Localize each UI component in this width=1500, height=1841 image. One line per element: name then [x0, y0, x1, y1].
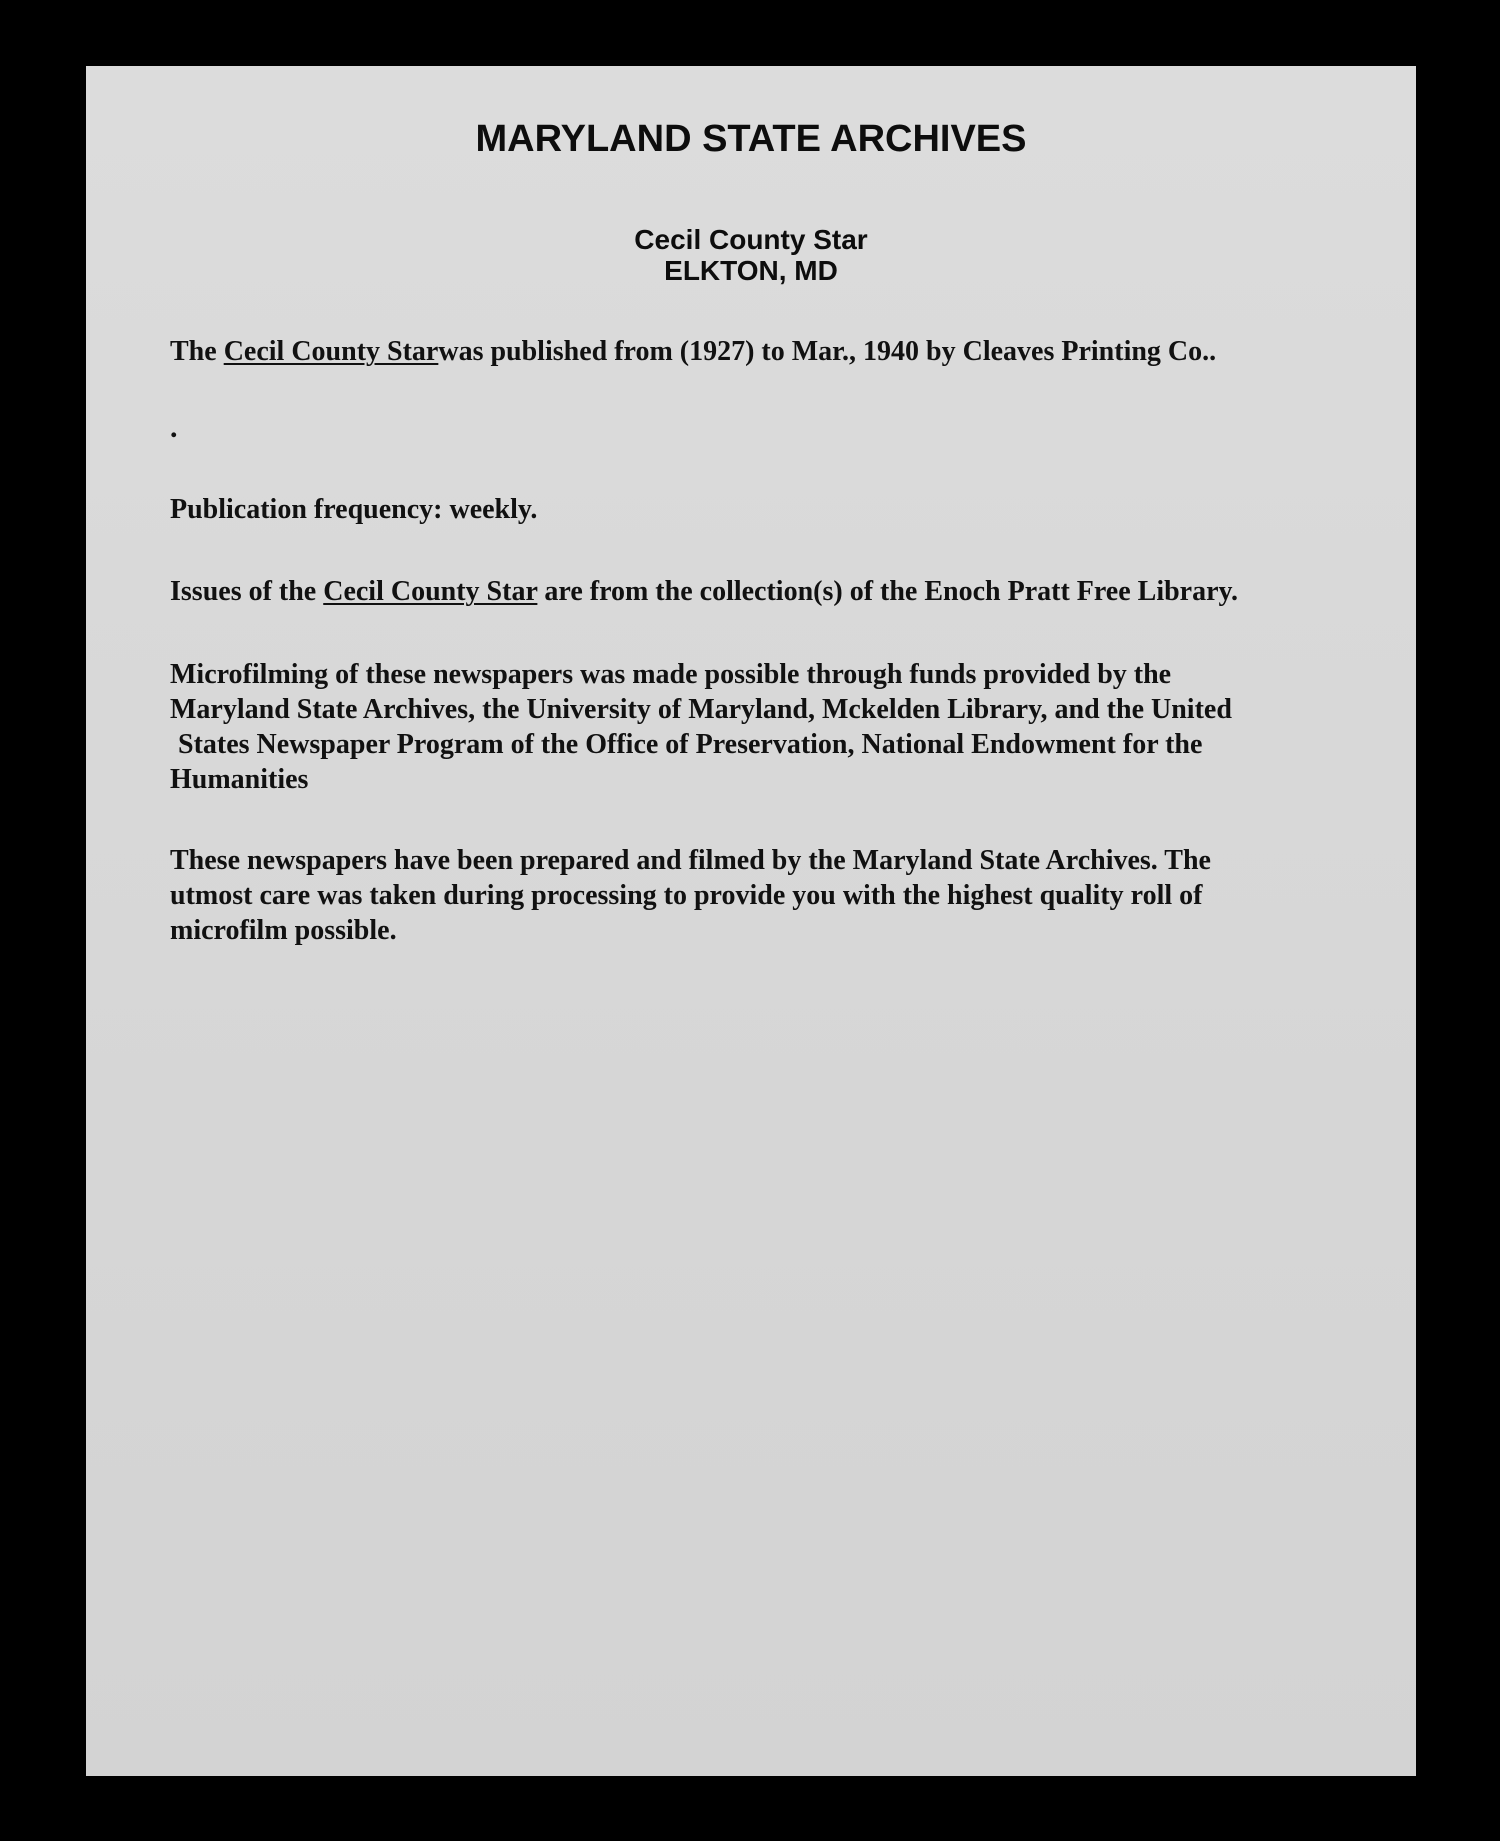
issues-prefix: Issues of the: [170, 576, 317, 607]
funding-paragraph: [170, 657, 1350, 797]
intro-suffix: was published from (1927) to Mar., 1940 by Cleaves Printing Co..: [438, 336, 1217, 367]
intro-paragraph: [170, 334, 1410, 369]
preparation-line: utmost care was taken during processing to provide you with the highest quality roll of: [170, 880, 1203, 911]
intro-prefix: The: [170, 336, 217, 367]
funding-line: Microfilming of these newspapers was made possible through funds provided by the: [170, 659, 1172, 690]
bullet-mark: .: [170, 411, 178, 444]
funding-line: States Newspaper Program of the Office of Preservation, National Endowment for the: [178, 729, 1203, 760]
frequency-paragraph: Publication frequency: weekly.: [170, 494, 538, 525]
document-page: [86, 66, 1416, 1776]
funding-line: Maryland State Archives, the University of Maryland, Mckelden Library, and the United: [170, 694, 1232, 725]
newspaper-title-underlined: Cecil County Star: [323, 576, 538, 607]
issues-suffix: are from the collection(s) of the Enoch Pratt Free Library.: [544, 576, 1238, 607]
preparation-line: These newspapers have been prepared and filmed by the Maryland State Archives. The: [170, 845, 1211, 876]
issues-paragraph: [170, 574, 1410, 609]
newspaper-title-underlined: Cecil County Star: [223, 336, 439, 367]
newspaper-heading: [86, 224, 1416, 286]
funding-line: Humanities: [170, 764, 309, 795]
preparation-paragraph: [170, 843, 1350, 948]
newspaper-name: Cecil County Star: [634, 224, 868, 255]
newspaper-location: ELKTON, MD: [664, 255, 838, 286]
page-title: MARYLAND STATE ARCHIVES: [475, 118, 1027, 160]
preparation-line: microfilm possible.: [170, 915, 397, 946]
